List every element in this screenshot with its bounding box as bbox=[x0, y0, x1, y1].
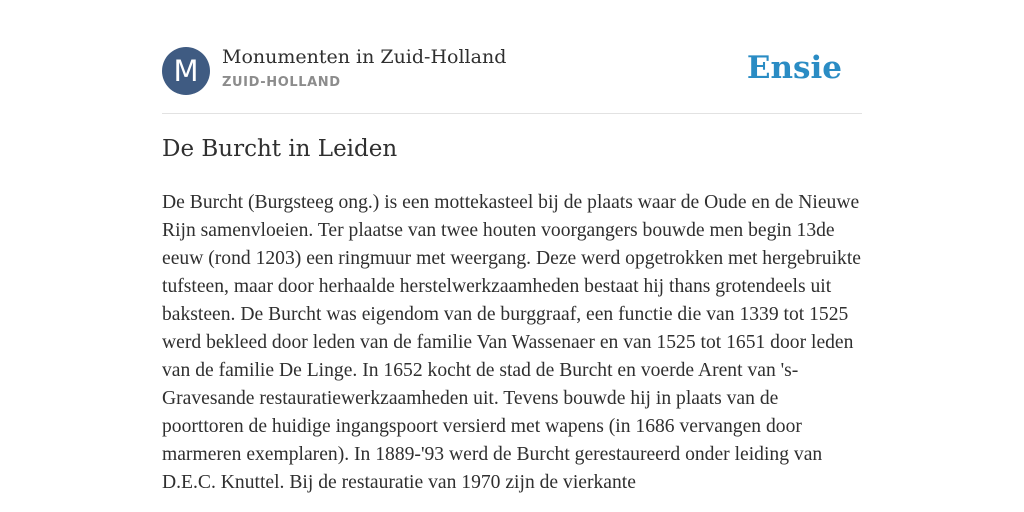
divider bbox=[162, 113, 862, 114]
article-body: De Burcht (Burgsteeg ong.) is een mottekasteel bij de plaats waar de Oude en de Nieuwe Rijn samenvloeien. Ter plaatse van twee houten voorgangers bouwde men begin 13de eeuw (rond 1203) een ringmuur met weergang. Deze werd opgetrokken met hergebruikte tufsteen, maar door herhaalde herstelwerkzaamheden bestaat hij thans grotendeels uit baksteen. De Burcht was eigendom van de burggraaf, een functie die van 1339 tot 1525 werd bekleed door leden van de familie Van Wassenaer en van 1525 tot 1651 door leden van de familie De Linge. In 1652 kocht de stad de Burcht en voerde Arent van 's-Gravesande restauratiewerkzaamheden uit. Tevens bouwde hij in plaats van de poorttoren de huidige ingangspoort versierd met wapens (in 1686 vervangen door marmeren exemplaren). In 1889-'93 werd de Burcht gerestaureerd onder leiding van D.E.C. Knuttel. Bij de restauratie van 1970 zijn de vierkante bbox=[162, 192, 861, 493]
source-header bbox=[162, 46, 862, 96]
source-title[interactable]: Monumenten in Zuid-Holland bbox=[222, 46, 507, 68]
article-title: De Burcht in Leiden bbox=[162, 136, 398, 162]
ensie-logo[interactable]: Ensie bbox=[746, 50, 842, 86]
source-subtitle: ZUID-HOLLAND bbox=[222, 75, 341, 90]
source-avatar[interactable]: M bbox=[162, 47, 210, 95]
